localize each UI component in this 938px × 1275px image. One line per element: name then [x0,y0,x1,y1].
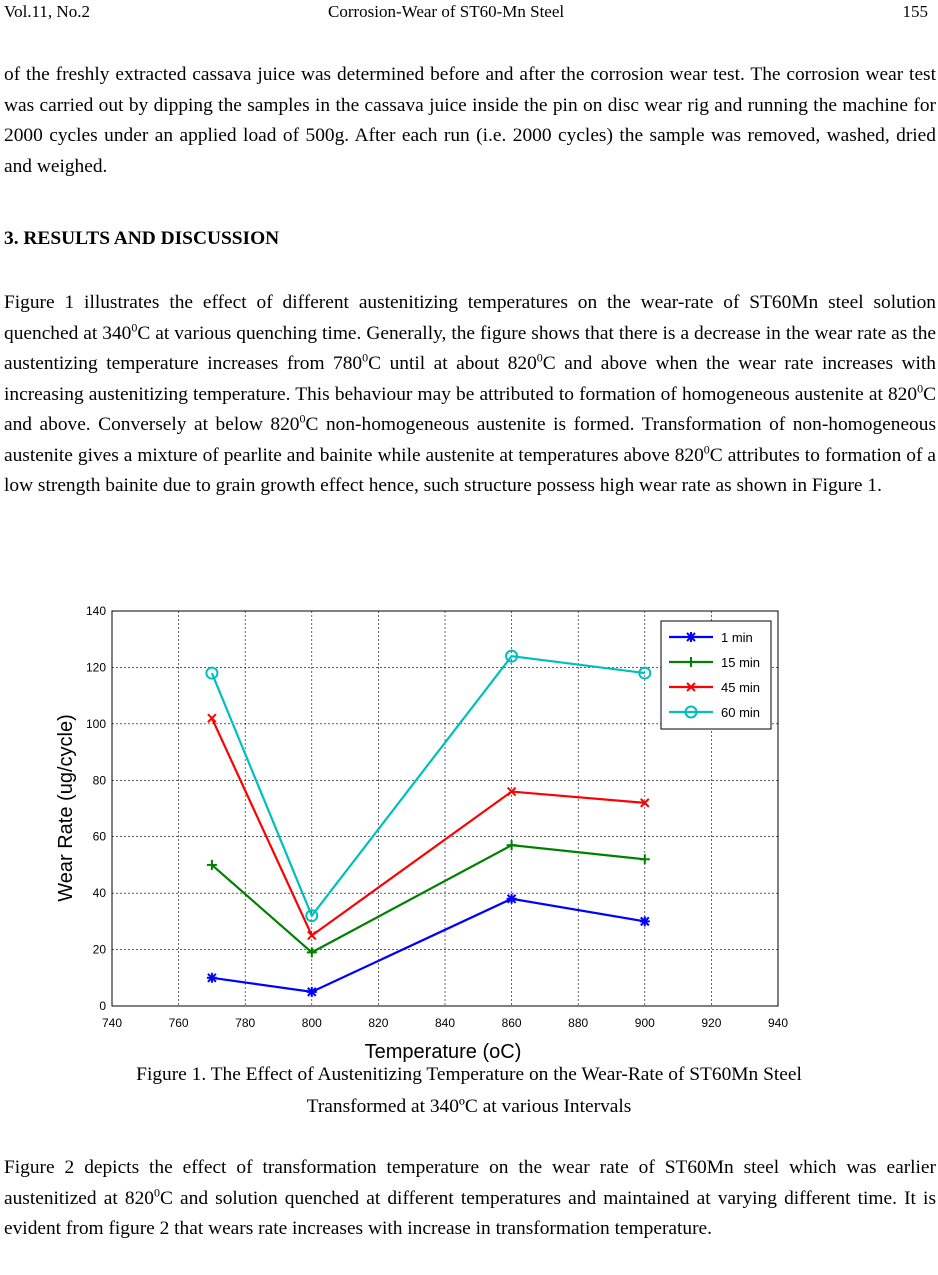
header-title: Corrosion-Wear of ST60-Mn Steel [328,2,565,21]
x-axis-label: Temperature (oC) [364,1041,522,1063]
para2-t2: C at various quenching time. Generally, the figure shows that there is a decrease in the wear rate as the austentizing temperature increases from 780 [4,322,936,374]
series-line [212,899,645,992]
superscript-degree: 0 [131,320,138,335]
para3-t1: Figure 2 depicts the effect of transformation temperature on the wear rate of ST60Mn steel which was earlier austenitized at 820 [4,1157,936,1209]
y-tick-label: 0 [99,999,106,1013]
x-tick-label: 900 [634,1016,655,1030]
header-volume: Vol.11, No.2 [4,2,90,21]
data-point [307,987,317,997]
y-tick-label: 80 [92,773,106,788]
para3-t2: C and solution quenched at different temperatures and maintained at varying different time. It is evident from figure 2 that wears rate increases with increase in transformation temperature. [4,1187,936,1239]
data-point [206,668,217,679]
para2-t5: C and above. Conversely at below 820 [4,383,936,435]
x-tick-label: 800 [301,1016,322,1030]
data-point [507,840,517,850]
data-point [208,714,216,722]
y-tick-label: 40 [92,886,106,901]
superscript-degree: 0 [917,381,924,396]
superscript-degree: 0 [299,411,306,426]
figure1-chart [0,595,938,1065]
figure1-caption-line1: Figure 1. The Effect of Austenitizing Temperature on the Wear-Rate of ST60Mn Steel [136,1064,802,1085]
header-page-number: 155 [902,2,928,21]
chart-legend [661,621,771,729]
series-line [212,656,645,916]
data-point [640,916,650,926]
paragraph-method [4,60,936,182]
data-point [640,854,650,864]
para2-t7: C attributes to formation of a low strength bainite due to grain growth effect hence, such structure possess high wear rate as shown in Figure 1. [4,444,936,496]
legend-label: 1 min [721,630,753,645]
y-tick-label: 20 [92,942,106,957]
x-tick-label: 880 [568,1016,589,1030]
x-tick-label: 760 [168,1016,189,1030]
x-tick-label: 940 [767,1016,789,1030]
y-tick-label: 140 [85,604,106,618]
legend-label: 45 min [721,680,761,695]
legend-marker [686,632,696,642]
x-tick-label: 780 [235,1016,256,1030]
para2-t4: C and above when the wear rate increases with increasing austenitizing temperature. This behaviour may be attributed to formation of homogeneous austenite at 820 [4,353,936,405]
x-tick-label: 820 [368,1016,389,1030]
para2-t3: C until at about 820 [368,353,537,374]
paragraph-results [4,288,936,502]
legend-label: 60 min [721,705,761,720]
para2-t6: C non-homogeneous austenite is formed. Transformation of non-homogeneous austenite gives a mixture of pearlite and bainite while austenite at temperatures above 820 [4,414,936,466]
para2-t1: Figure 1 illustrates the effect of different austenitizing temperatures on the wear-rate of ST60Mn steel solution quenched at 340 [4,292,936,344]
y-axis-label: Wear Rate (ug/cycle) [55,714,77,902]
superscript-degree: 0 [153,1185,160,1200]
x-tick-label: 860 [501,1016,522,1030]
superscript-degree: 0 [536,350,543,365]
paragraph-figure2 [4,1153,936,1245]
paragraph-method-text: of the freshly extracted cassava juice was determined before and after the corrosion wear test. The corrosion wear test was carried out by dipping the samples in the cassava juice inside the pin on disc wear rig and running the machine for 2000 cycles under an applied load of 500g. After each run (i.e. 2000 cycles) the sample was removed, washed, dried and weighed. [4,64,936,177]
series-line [212,718,645,935]
x-tick-label: 920 [701,1016,722,1030]
section-heading: 3. RESULTS AND DISCUSSION [4,228,280,249]
y-tick-label: 120 [85,660,106,675]
figure1-caption-line2: Transformed at 340ºC at various Intervals [306,1096,632,1117]
y-tick-label: 100 [85,716,106,731]
data-point [507,894,517,904]
x-tick-label: 840 [434,1016,456,1030]
x-tick-label: 740 [101,1016,123,1030]
superscript-degree: 0 [703,442,710,457]
y-tick-label: 60 [92,829,106,844]
legend-label: 15 min [721,655,761,670]
data-point [207,973,217,983]
superscript-degree: 0 [362,350,369,365]
